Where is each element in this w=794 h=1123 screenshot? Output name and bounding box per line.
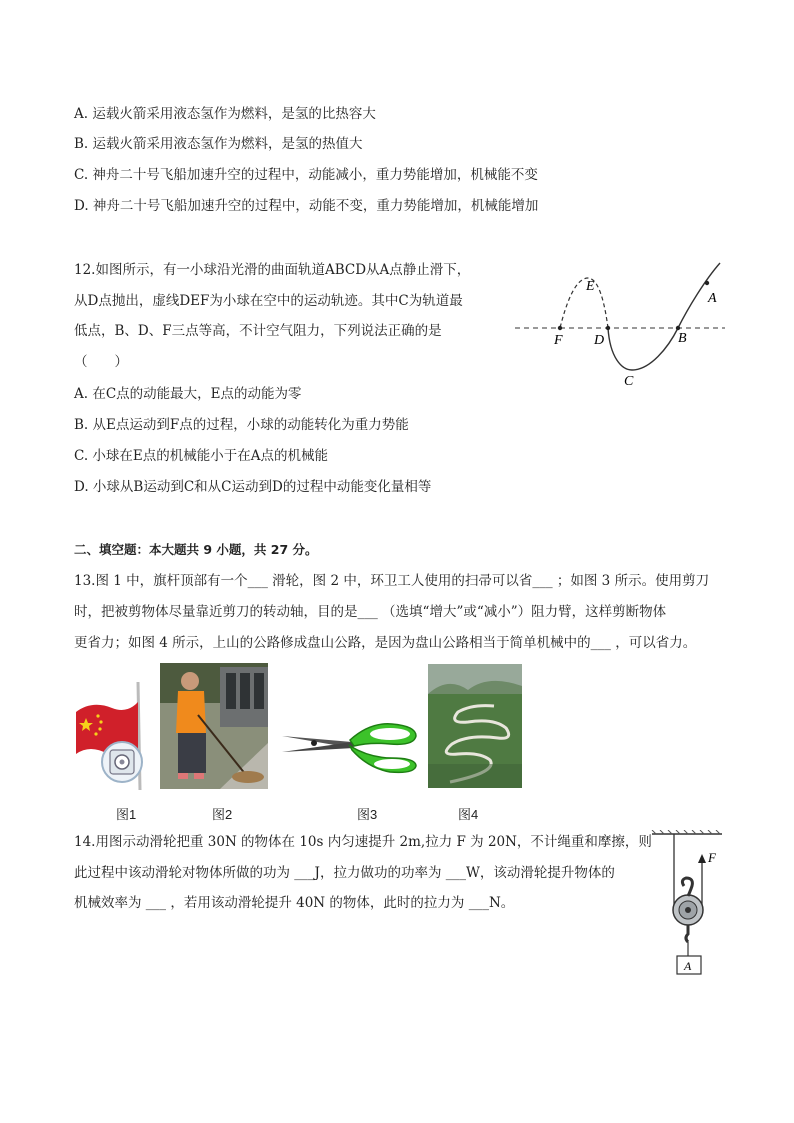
curved-track bbox=[608, 263, 720, 370]
q12-stem-line4: （ ） bbox=[74, 354, 128, 370]
force-label: F bbox=[708, 850, 716, 865]
q11-option-d: D. 神舟二十号飞船加速升空的过程中，动能不变，重力势能增加，机械能增加 bbox=[74, 198, 539, 214]
caption-fig3: 图3 bbox=[357, 807, 378, 822]
flag-pulley-image bbox=[72, 680, 152, 792]
q14-line1: 14.用图示动滑轮把重 30N 的物体在 10s 内匀速提升 2m,拉力 F 为 20N，不计绳重和摩擦，则 bbox=[74, 834, 652, 850]
q11-option-c: C. 神舟二十号飞船加速升空的过程中，动能减小，重力势能增加，机械能不变 bbox=[74, 167, 538, 183]
q12-option-c: C. 小球在E点的机械能小于在A点的机械能 bbox=[74, 448, 329, 464]
q14-line3: 机械效率为 ___ ，若用该动滑轮提升 40N 的物体，此时的拉力为 ___N。 bbox=[74, 895, 515, 911]
scissors-image bbox=[280, 712, 420, 774]
q12-option-a: A. 在C点的动能最大，E点的动能为零 bbox=[74, 386, 302, 402]
pulley-diagram bbox=[650, 830, 726, 978]
block-label: A bbox=[684, 959, 692, 973]
caption-fig4: 图4 bbox=[458, 807, 479, 822]
label-C: C bbox=[624, 374, 634, 389]
caption-fig2: 图2 bbox=[212, 807, 233, 822]
label-E: E bbox=[586, 279, 595, 294]
point-D-dot bbox=[606, 326, 610, 330]
track-diagram bbox=[510, 258, 735, 393]
caption-fig1: 图1 bbox=[116, 807, 137, 822]
label-A: A bbox=[708, 291, 717, 306]
label-B: B bbox=[678, 331, 687, 346]
section-heading: 二、填空题：本大题共 9 小题，共 27 分。 bbox=[74, 542, 318, 557]
q12-option-d: D. 小球从B运动到C和从C运动到D的过程中动能变化量相等 bbox=[74, 479, 432, 495]
q12-option-b: B. 从E点运动到F点的过程，小球的动能转化为重力势能 bbox=[74, 417, 409, 433]
q13-line1: 13.图 1 中，旗杆顶部有一个___ 滑轮，图 2 中，环卫工人使用的扫帚可以省___ ；如图 3 所示。使用剪刀 bbox=[74, 573, 710, 589]
q11-option-b: B. 运载火箭采用液态氢作为燃料，是氢的热值大 bbox=[74, 136, 363, 152]
sweeper-image bbox=[160, 663, 268, 789]
label-D: D bbox=[594, 333, 605, 348]
q12-stem-line3: 低点，B、D、F三点等高，不计空气阻力，下列说法正确的是 bbox=[74, 323, 442, 339]
trajectory-DEF bbox=[560, 278, 608, 328]
q12-stem-line2: 从D点抛出，虚线DEF为小球在空中的运动轨迹。其中C为轨道最 bbox=[74, 293, 463, 309]
point-A-dot bbox=[705, 281, 709, 285]
q13-line3: 更省力；如图 4 所示，上山的公路修成盘山公路，是因为盘山公路相当于简单机械中的___ ，可以省力。 bbox=[74, 635, 697, 651]
q11-option-a: A. 运载火箭采用液态氢作为燃料，是氢的比热容大 bbox=[74, 106, 376, 122]
label-F: F bbox=[554, 333, 563, 348]
mountain-road-image bbox=[428, 664, 522, 788]
q13-line2: 时，把被剪物体尽量靠近剪刀的转动轴，目的是___ （选填“增大”或“减小”）阻力臂，这样剪断物体 bbox=[74, 604, 667, 620]
point-F-dot bbox=[558, 326, 562, 330]
q12-stem-line1: 12.如图所示，有一小球沿光滑的曲面轨道ABCD从A点静止滑下， bbox=[74, 262, 471, 278]
q14-line2: 此过程中该动滑轮对物体所做的功为 ___J，拉力做功的功率为 ___W，该动滑轮提升物体的 bbox=[74, 865, 615, 881]
point-B-dot bbox=[676, 326, 680, 330]
